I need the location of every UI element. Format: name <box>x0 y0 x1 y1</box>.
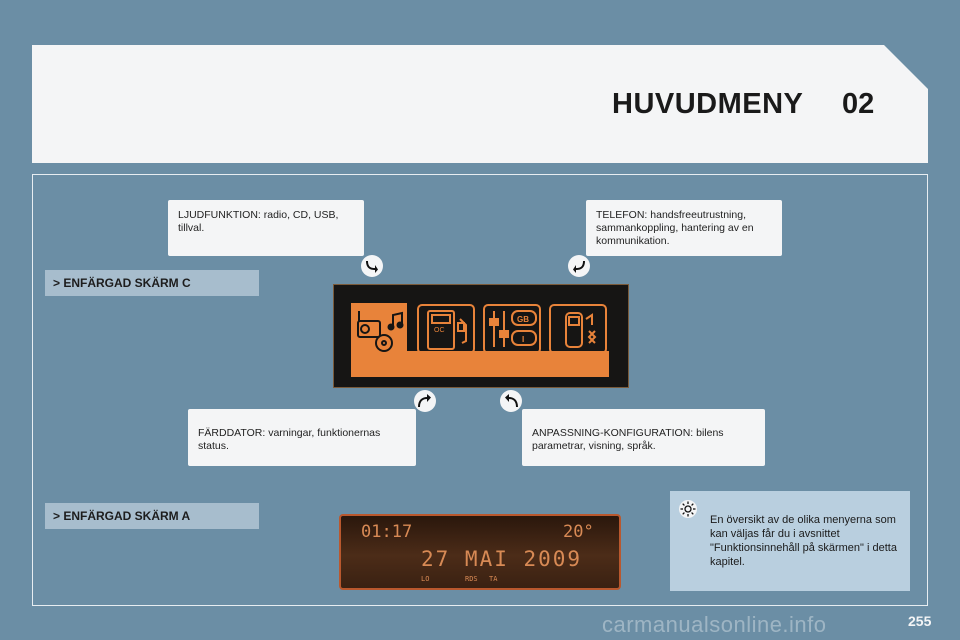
lcd-indicator-lo: LO <box>421 575 430 583</box>
callout-telephone <box>586 200 782 256</box>
callout-customisation <box>522 409 765 466</box>
arrow-down-right-icon <box>361 255 383 277</box>
trip-computer-label: OC <box>434 327 445 334</box>
section-header-screen-a: > ENFÄRGAD SKÄRM A <box>45 503 259 529</box>
menu-screen-graphic <box>334 285 627 386</box>
lcd-indicator-rds: RDS <box>465 575 478 583</box>
language-sub-label: I <box>522 335 525 344</box>
sun-icon <box>678 499 698 519</box>
page-number: 255 <box>908 613 932 629</box>
callout-trip-computer-text: FÄRDDATOR: varningar, funktionernas status. <box>198 427 381 452</box>
section-header-screen-c: > ENFÄRGAD SKÄRM C <box>45 270 259 296</box>
callout-telephone-text: TELEFON: handsfreeutrustning, sammankoppling, hantering av en kommunikation. <box>596 209 754 247</box>
callout-audio-text: LJUDFUNKTION: radio, CD, USB, tillval. <box>178 209 339 234</box>
lcd-time: 01:17 <box>361 522 413 542</box>
arrow-up-left-icon <box>500 390 522 412</box>
language-label: GB <box>517 315 529 324</box>
callout-audio <box>168 200 364 256</box>
tip-text: En översikt av de olika menyerna som kan väljas får du i avsnittet "Funktionsinnehåll på skärmen" i detta kapitel. <box>710 514 897 568</box>
arrow-up-right-icon <box>414 390 436 412</box>
lcd-temperature: 20° <box>563 522 594 542</box>
watermark: carmanualsonline.info <box>602 612 827 637</box>
color-screen-c <box>333 284 629 388</box>
lcd-date: 27 MAI 2009 <box>421 547 583 571</box>
callout-trip-computer <box>188 409 416 466</box>
callout-customisation-text: ANPASSNING-KONFIGURATION: bilens parametrar, visning, språk. <box>532 427 724 452</box>
chapter-number: 02 <box>842 88 875 120</box>
page-title: HUVUDMENY <box>612 88 804 120</box>
color-screen-a <box>339 514 621 590</box>
tip-box <box>670 491 910 591</box>
lcd-indicator-ta: TA <box>489 575 498 583</box>
arrow-down-left-icon <box>568 255 590 277</box>
